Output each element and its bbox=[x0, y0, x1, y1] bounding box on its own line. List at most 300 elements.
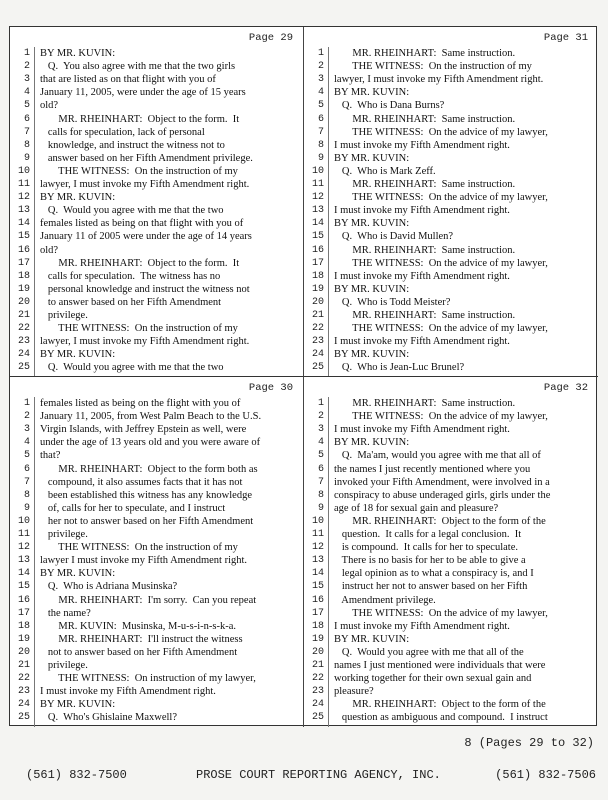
transcript-line bbox=[10, 646, 301, 659]
line-text: Q. Would you agree with me that the two bbox=[40, 205, 224, 217]
transcript-line bbox=[10, 711, 301, 724]
transcript-line bbox=[10, 47, 301, 60]
line-text: question as ambiguous and compound. I instruct bbox=[334, 712, 548, 724]
line-number: 1 bbox=[23, 48, 30, 59]
line-number: 21 bbox=[17, 310, 30, 321]
line-number: 20 bbox=[311, 296, 324, 308]
transcript-line bbox=[10, 698, 301, 711]
transcript-lines bbox=[10, 47, 303, 374]
transcript-line bbox=[304, 476, 596, 489]
line-text: January 11, 2005, from West Palm Beach to the U.S. bbox=[40, 411, 262, 423]
line-number: 23 bbox=[311, 686, 324, 698]
line-number: 3 bbox=[23, 424, 30, 436]
transcript-line bbox=[304, 528, 596, 541]
line-text: Q. Who is Jean-Luc Brunel? bbox=[334, 362, 465, 374]
line-text: working together for their own sexual gain and bbox=[334, 673, 532, 685]
transcript-line bbox=[10, 296, 301, 309]
line-number: 13 bbox=[311, 205, 324, 217]
page-30-panel bbox=[10, 377, 304, 727]
line-number: 5 bbox=[317, 100, 324, 112]
transcript-line bbox=[304, 230, 596, 243]
line-text: January 11, 2005, were under the age of 15 years bbox=[40, 87, 246, 99]
line-text: Q. Who is David Mullen? bbox=[334, 231, 454, 243]
line-text: Q. Who's Ghislaine Maxwell? bbox=[40, 712, 178, 724]
line-number: 9 bbox=[317, 502, 324, 514]
transcript-lines bbox=[10, 397, 303, 725]
line-number: 17 bbox=[311, 257, 324, 269]
line-number: 12 bbox=[17, 192, 30, 204]
transcript-line bbox=[304, 257, 596, 270]
line-number: 17 bbox=[311, 607, 324, 619]
line-text: BY MR. KUVIN: bbox=[334, 152, 410, 164]
line-number: 13 bbox=[311, 555, 324, 567]
line-text: THE WITNESS: On the instruction of my bbox=[40, 323, 238, 335]
line-text: calls for speculation, lack of personal bbox=[40, 126, 205, 138]
transcript-line bbox=[304, 620, 596, 633]
line-number: 10 bbox=[311, 165, 324, 177]
line-number: 10 bbox=[17, 515, 30, 527]
line-text: THE WITNESS: On instruction of my lawyer, bbox=[40, 673, 256, 685]
line-number: 25 bbox=[311, 362, 324, 374]
transcript-line bbox=[10, 191, 301, 204]
transcript-line bbox=[10, 322, 301, 335]
transcript-line bbox=[10, 659, 301, 672]
line-text: MR. RHEINHART: Same instruction. bbox=[334, 244, 516, 256]
transcript-line bbox=[10, 620, 301, 633]
line-number: 15 bbox=[311, 581, 324, 593]
transcript-line bbox=[10, 554, 301, 567]
line-number: 22 bbox=[311, 323, 324, 335]
transcript-line bbox=[304, 73, 596, 86]
line-number: 4 bbox=[317, 87, 324, 99]
line-number: 3 bbox=[23, 74, 30, 86]
transcript-line bbox=[10, 397, 301, 410]
page-number-label: Page 30 bbox=[248, 382, 293, 394]
line-text: BY MR. KUVIN: bbox=[40, 48, 116, 59]
line-text: instruct her not to answer based on her Fifth bbox=[334, 581, 528, 593]
transcript-line bbox=[304, 567, 596, 580]
line-number: 10 bbox=[17, 165, 30, 177]
line-number: 22 bbox=[311, 673, 324, 685]
footer-phone-left: (561) 832-7500 bbox=[26, 768, 127, 782]
transcript-line bbox=[304, 410, 596, 423]
transcript-line bbox=[304, 322, 596, 335]
line-number: 8 bbox=[23, 139, 30, 151]
line-number: 18 bbox=[311, 620, 324, 632]
line-text: answer based on her Fifth Amendment privilege. bbox=[40, 152, 253, 164]
line-number: 11 bbox=[17, 529, 30, 540]
line-number: 17 bbox=[17, 607, 30, 619]
transcript-line bbox=[304, 139, 596, 152]
transcript-line bbox=[10, 257, 301, 270]
line-number: 22 bbox=[17, 323, 30, 335]
transcript-line bbox=[10, 489, 301, 502]
line-number: 9 bbox=[23, 152, 30, 164]
transcript-line bbox=[304, 423, 596, 436]
transcript-line bbox=[304, 685, 596, 698]
line-text: MR. KUVIN: Musinska, M-u-s-i-n-s-k-a. bbox=[40, 620, 236, 632]
transcript-line bbox=[10, 541, 301, 554]
line-number: 5 bbox=[23, 450, 30, 462]
transcript-line bbox=[10, 348, 301, 361]
line-number: 9 bbox=[317, 152, 324, 164]
line-text: her not to answer based on her Fifth Amendment bbox=[40, 515, 254, 527]
line-number: 4 bbox=[23, 87, 30, 99]
line-text: names I just mentioned were individuals that were bbox=[334, 660, 546, 671]
transcript-line bbox=[304, 60, 596, 73]
line-text: THE WITNESS: On the advice of my lawyer, bbox=[334, 257, 548, 269]
line-text: old? bbox=[40, 100, 59, 112]
line-text: MR. RHEINHART: Same instruction. bbox=[334, 48, 516, 59]
line-number: 20 bbox=[311, 646, 324, 658]
line-text: conspiracy to abuse underaged girls, girls under the bbox=[334, 489, 551, 501]
line-number: 1 bbox=[317, 48, 324, 59]
line-text: Q. Would you agree with me that the two bbox=[40, 362, 224, 374]
line-text: BY MR. KUVIN: bbox=[334, 349, 410, 361]
line-text: THE WITNESS: On the advice of my lawyer, bbox=[334, 323, 548, 335]
transcript-line bbox=[10, 476, 301, 489]
transcript-line bbox=[304, 348, 596, 361]
line-text: I must invoke my Fifth Amendment right. bbox=[334, 205, 510, 217]
line-text: of, calls for her to speculate, and I instruct bbox=[40, 502, 226, 514]
transcript-line bbox=[304, 397, 596, 410]
transcript-line bbox=[304, 554, 596, 567]
line-number: 5 bbox=[317, 450, 324, 462]
transcript-line bbox=[10, 113, 301, 126]
transcript-lines bbox=[304, 397, 598, 725]
line-text: BY MR. KUVIN: bbox=[40, 349, 116, 361]
line-number: 15 bbox=[311, 231, 324, 243]
transcript-line bbox=[10, 436, 301, 449]
transcript-line bbox=[304, 515, 596, 528]
transcript-line bbox=[10, 685, 301, 698]
line-text: MR. RHEINHART: Same instruction. bbox=[334, 113, 516, 125]
transcript-line bbox=[10, 86, 301, 99]
line-number: 19 bbox=[311, 283, 324, 295]
line-text: BY MR. KUVIN: bbox=[334, 437, 410, 449]
line-number: 25 bbox=[17, 362, 30, 374]
line-text: MR. RHEINHART: I'll instruct the witness bbox=[40, 633, 243, 645]
line-text: BY MR. KUVIN: bbox=[40, 568, 116, 580]
line-text: Q. Who is Dana Burns? bbox=[334, 100, 445, 112]
page-29-panel bbox=[10, 27, 304, 377]
transcript-line bbox=[304, 126, 596, 139]
transcript-line bbox=[10, 283, 301, 296]
transcript-line bbox=[304, 607, 596, 620]
transcript-line bbox=[304, 178, 596, 191]
line-number: 7 bbox=[317, 126, 324, 138]
transcript-line bbox=[10, 165, 301, 178]
line-number: 18 bbox=[17, 270, 30, 282]
transcript-line bbox=[10, 567, 301, 580]
line-text: legal opinion as to what a conspiracy is, and I bbox=[334, 568, 534, 580]
line-text: MR. RHEINHART: Same instruction. bbox=[334, 310, 516, 321]
transcript-line bbox=[10, 515, 301, 528]
line-number: 8 bbox=[23, 489, 30, 501]
transcript-line bbox=[10, 335, 301, 348]
line-text: to answer based on her Fifth Amendment bbox=[40, 296, 222, 308]
line-text: I must invoke my Fifth Amendment right. bbox=[334, 620, 510, 632]
line-text: Q. Who is Adriana Musinska? bbox=[40, 581, 178, 593]
line-text: Q. You also agree with me that the two girls bbox=[40, 61, 236, 73]
line-text: been established this witness has any knowledge bbox=[40, 489, 252, 501]
line-number: 16 bbox=[17, 594, 30, 606]
line-text: knowledge, and instruct the witness not to bbox=[40, 139, 225, 151]
line-number: 14 bbox=[17, 218, 30, 230]
line-number: 15 bbox=[17, 231, 30, 243]
line-number: 21 bbox=[17, 660, 30, 671]
line-number: 23 bbox=[17, 686, 30, 698]
line-number: 3 bbox=[317, 74, 324, 86]
line-text: age of 18 for sexual gain and pleasure? bbox=[334, 502, 499, 514]
line-number: 12 bbox=[311, 192, 324, 204]
line-text: lawyer, I must invoke my Fifth Amendment right. bbox=[40, 336, 250, 348]
line-text: Q. Who is Todd Meister? bbox=[334, 296, 451, 308]
line-text: THE WITNESS: On the advice of my lawyer, bbox=[334, 607, 548, 619]
page-number-label: Page 31 bbox=[543, 32, 588, 44]
line-number: 6 bbox=[317, 113, 324, 125]
line-number: 6 bbox=[23, 463, 30, 475]
transcript-line bbox=[304, 711, 596, 724]
line-number: 21 bbox=[311, 310, 324, 321]
transcript-line bbox=[304, 113, 596, 126]
transcript-line bbox=[304, 633, 596, 646]
line-number: 12 bbox=[17, 542, 30, 554]
transcript-line bbox=[10, 449, 301, 462]
line-text: I must invoke my Fifth Amendment right. bbox=[334, 336, 510, 348]
line-text: that are listed as on that flight with you of bbox=[40, 74, 216, 86]
transcript-line bbox=[304, 659, 596, 672]
transcript-line bbox=[10, 528, 301, 541]
line-text: I must invoke my Fifth Amendment right. bbox=[334, 270, 510, 282]
line-number: 18 bbox=[311, 270, 324, 282]
line-number: 7 bbox=[317, 476, 324, 488]
line-text: privilege. bbox=[40, 660, 88, 671]
transcript-line bbox=[10, 270, 301, 283]
line-text: BY MR. KUVIN: bbox=[334, 633, 410, 645]
transcript-line bbox=[304, 449, 596, 462]
line-number: 19 bbox=[17, 633, 30, 645]
line-text: I must invoke my Fifth Amendment right. bbox=[334, 139, 510, 151]
line-number: 9 bbox=[23, 502, 30, 514]
line-text: MR. RHEINHART: Same instruction. bbox=[334, 179, 516, 190]
line-text: personal knowledge and instruct the witness not bbox=[40, 283, 250, 295]
transcript-line bbox=[304, 86, 596, 99]
transcript-line bbox=[10, 99, 301, 112]
page-summary: 8 (Pages 29 to 32) bbox=[464, 736, 594, 750]
line-text: under the age of 13 years old and you were aware of bbox=[40, 437, 261, 449]
line-text: BY MR. KUVIN: bbox=[334, 218, 410, 230]
transcript-line bbox=[304, 283, 596, 296]
transcript-line bbox=[10, 672, 301, 685]
transcript-line bbox=[304, 361, 596, 374]
transcript-line bbox=[10, 423, 301, 436]
line-number: 13 bbox=[17, 555, 30, 567]
transcript-line bbox=[10, 594, 301, 607]
transcript-line bbox=[10, 126, 301, 139]
line-text: MR. RHEINHART: Object to the form. It bbox=[40, 113, 240, 125]
line-number: 8 bbox=[317, 139, 324, 151]
line-number: 20 bbox=[17, 296, 30, 308]
line-number: 16 bbox=[311, 594, 324, 606]
line-text: calls for speculation. The witness has no bbox=[40, 270, 221, 282]
line-number: 23 bbox=[17, 336, 30, 348]
line-text: BY MR. KUVIN: bbox=[334, 87, 410, 99]
transcript-line bbox=[10, 244, 301, 257]
line-number: 1 bbox=[317, 398, 324, 409]
line-number: 23 bbox=[311, 336, 324, 348]
line-text: not to answer based on her Fifth Amendment bbox=[40, 646, 238, 658]
line-text: lawyer, I must invoke my Fifth Amendment right. bbox=[40, 179, 250, 190]
line-number: 4 bbox=[317, 437, 324, 449]
line-text: MR. RHEINHART: I'm sorry. Can you repeat bbox=[40, 594, 257, 606]
line-number: 5 bbox=[23, 100, 30, 112]
line-text: that? bbox=[40, 450, 61, 462]
transcript-line bbox=[304, 580, 596, 593]
line-number: 14 bbox=[17, 568, 30, 580]
transcript-line bbox=[10, 633, 301, 646]
line-text: compound, it also assumes facts that it has not bbox=[40, 476, 243, 488]
line-number: 24 bbox=[311, 349, 324, 361]
transcript-line bbox=[304, 244, 596, 257]
line-text: females listed as being on that flight with you of bbox=[40, 218, 244, 230]
transcript-line bbox=[10, 607, 301, 620]
line-number: 24 bbox=[17, 349, 30, 361]
line-text: There is no basis for her to be able to give a bbox=[334, 555, 526, 567]
transcript-line bbox=[10, 152, 301, 165]
line-number: 2 bbox=[317, 61, 324, 73]
transcript-line bbox=[304, 296, 596, 309]
page-31-panel bbox=[304, 27, 598, 377]
transcript-line bbox=[10, 580, 301, 593]
line-number: 22 bbox=[17, 673, 30, 685]
line-number: 19 bbox=[311, 633, 324, 645]
line-text: BY MR. KUVIN: bbox=[334, 283, 410, 295]
line-number: 11 bbox=[311, 179, 324, 190]
line-number: 1 bbox=[23, 398, 30, 409]
line-text: privilege. bbox=[40, 529, 88, 540]
transcript-line bbox=[304, 165, 596, 178]
transcript-line bbox=[304, 463, 596, 476]
line-number: 8 bbox=[317, 489, 324, 501]
line-text: THE WITNESS: On the advice of my lawyer, bbox=[334, 411, 548, 423]
footer-agency-name: PROSE COURT REPORTING AGENCY, INC. bbox=[196, 768, 441, 782]
transcript-line bbox=[304, 335, 596, 348]
line-number: 20 bbox=[17, 646, 30, 658]
line-number: 11 bbox=[311, 529, 324, 540]
line-number: 14 bbox=[311, 218, 324, 230]
line-text: Amendment privilege. bbox=[334, 594, 436, 606]
transcript-line bbox=[304, 152, 596, 165]
line-text: is compound. It calls for her to speculate. bbox=[334, 542, 518, 554]
line-number: 25 bbox=[311, 712, 324, 724]
transcript-line bbox=[304, 646, 596, 659]
line-number: 25 bbox=[17, 712, 30, 724]
page-32-panel bbox=[304, 377, 598, 727]
line-number: 2 bbox=[23, 411, 30, 423]
transcript-line bbox=[304, 47, 596, 60]
transcript-line bbox=[304, 672, 596, 685]
line-text: MR. RHEINHART: Object to the form of the bbox=[334, 699, 546, 711]
line-text: THE WITNESS: On the instruction of my bbox=[40, 542, 238, 554]
line-number: 3 bbox=[317, 424, 324, 436]
transcript-line bbox=[304, 204, 596, 217]
line-number: 16 bbox=[311, 244, 324, 256]
transcript-line bbox=[10, 230, 301, 243]
line-text: invoked your Fifth Amendment, were involved in a bbox=[334, 476, 550, 488]
line-number: 14 bbox=[311, 568, 324, 580]
line-text: THE WITNESS: On the instruction of my bbox=[40, 165, 238, 177]
page-number-label: Page 32 bbox=[543, 382, 588, 394]
line-number: 6 bbox=[23, 113, 30, 125]
line-text: females listed as being on the flight with you of bbox=[40, 398, 241, 409]
line-text: BY MR. KUVIN: bbox=[40, 192, 116, 204]
transcript-line bbox=[304, 541, 596, 554]
line-text: I must invoke my Fifth Amendment right. bbox=[334, 424, 510, 436]
line-text: pleasure? bbox=[334, 686, 374, 698]
transcript-line bbox=[10, 463, 301, 476]
line-number: 13 bbox=[17, 205, 30, 217]
line-text: THE WITNESS: On the instruction of my bbox=[334, 61, 532, 73]
transcript-line bbox=[10, 178, 301, 191]
line-text: MR. RHEINHART: Same instruction. bbox=[334, 398, 516, 409]
line-text: BY MR. KUVIN: bbox=[40, 699, 116, 711]
line-number: 19 bbox=[17, 283, 30, 295]
line-text: THE WITNESS: On the advice of my lawyer, bbox=[334, 126, 548, 138]
line-number: 24 bbox=[17, 699, 30, 711]
line-text: Q. Who is Mark Zeff. bbox=[334, 165, 436, 177]
transcript-sheet bbox=[9, 26, 597, 726]
line-number: 4 bbox=[23, 437, 30, 449]
line-number: 2 bbox=[23, 61, 30, 73]
line-text: old? bbox=[40, 244, 59, 256]
transcript-line bbox=[10, 73, 301, 86]
transcript-line bbox=[304, 217, 596, 230]
line-number: 10 bbox=[311, 515, 324, 527]
line-number: 21 bbox=[311, 660, 324, 671]
line-number: 7 bbox=[23, 126, 30, 138]
transcript-line bbox=[10, 309, 301, 322]
line-text: Virgin Islands, with Jeffrey Epstein as well, were bbox=[40, 424, 247, 436]
line-text: lawyer I must invoke my Fifth Amendment right. bbox=[40, 555, 248, 567]
line-text: Q. Would you agree with me that all of the bbox=[334, 646, 524, 658]
transcript-line bbox=[304, 309, 596, 322]
line-number: 7 bbox=[23, 476, 30, 488]
line-text: lawyer, I must invoke my Fifth Amendment right. bbox=[334, 74, 544, 86]
line-number: 16 bbox=[17, 244, 30, 256]
line-number: 24 bbox=[311, 699, 324, 711]
transcript-line bbox=[304, 489, 596, 502]
line-number: 18 bbox=[17, 620, 30, 632]
transcript-line bbox=[10, 139, 301, 152]
transcript-lines bbox=[304, 47, 598, 374]
line-text: privilege. bbox=[40, 310, 88, 321]
line-number: 12 bbox=[311, 542, 324, 554]
footer-phone-right: (561) 832-7506 bbox=[495, 768, 596, 782]
transcript-line bbox=[304, 502, 596, 515]
transcript-line bbox=[10, 60, 301, 73]
line-number: 17 bbox=[17, 257, 30, 269]
transcript-line bbox=[304, 270, 596, 283]
line-number: 6 bbox=[317, 463, 324, 475]
page-number-label: Page 29 bbox=[248, 32, 293, 44]
line-text: MR. RHEINHART: Object to the form. It bbox=[40, 257, 240, 269]
transcript-line bbox=[10, 502, 301, 515]
line-text: question. It calls for a legal conclusion. It bbox=[334, 529, 522, 540]
line-number: 2 bbox=[317, 411, 324, 423]
transcript-line bbox=[304, 191, 596, 204]
transcript-line bbox=[10, 361, 301, 374]
